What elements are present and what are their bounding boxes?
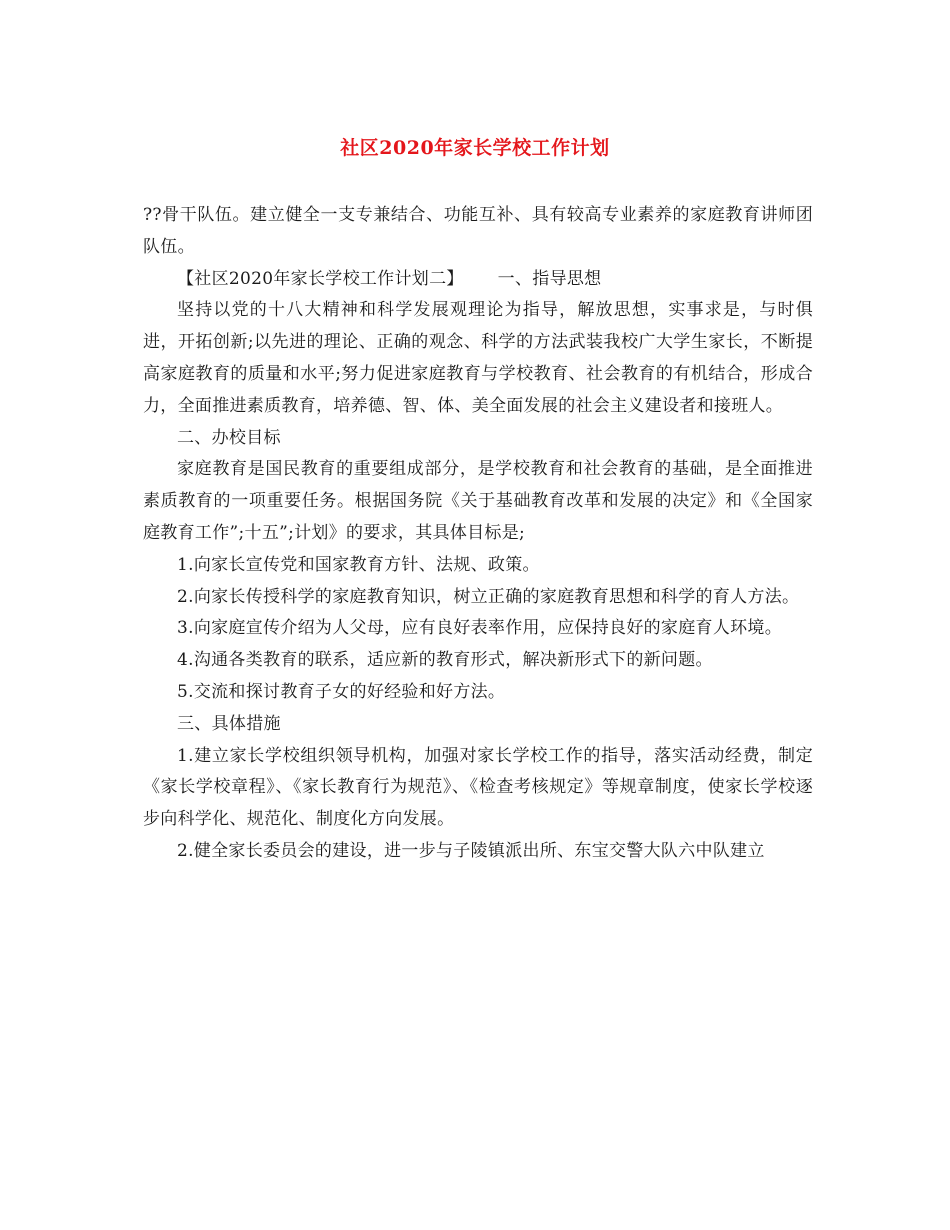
section-header-line — [143, 264, 813, 296]
heading-guiding-thought: 一、指导思想 — [497, 268, 602, 289]
measure-item: 1.建立家长学校组织领导机构，加强对家长学校工作的指导，落实活动经费，制定《家长学校章程》、《家长教育行为规范》、《检查考核规定》等规章制度，使家长学校逐步向科学化、规范化、制度化方向发展。 — [143, 745, 813, 830]
intro-paragraph: ??骨干队伍。建立健全一支专兼结合、功能互补、具有较高专业素养的家庭教育讲师团队伍。 — [143, 205, 813, 257]
heading-school-goals: 二、办校目标 — [177, 427, 281, 448]
guiding-thought-paragraph: 坚持以党的十八大精神和科学发展观理论为指导，解放思想，实事求是，与时俱进，开拓创新;以先进的理论、正确的观念、科学的方法武装我校广大学生家长，不断提高家庭教育的质量和水平;努力促进家庭教育与学校教育、社会教育的有机结合，形成合力，全面推进素质教育，培养德、智、体、美全面发展的社会主义建设者和接班人。 — [143, 300, 813, 416]
document-title: 社区2020年家长学校工作计划 — [340, 137, 610, 159]
goal-item: 4.沟通各类教育的联系，适应新的教育形式，解决新形式下的新问题。 — [177, 650, 713, 671]
goal-item: 2.向家长传授科学的家庭教育知识，树立正确的家庭教育思想和科学的育人方法。 — [177, 586, 800, 607]
goal-item: 3.向家庭宣传介绍为人父母，应有良好表率作用，应保持良好的家庭育人环境。 — [177, 618, 783, 639]
goal-item: 1.向家长宣传党和国家教育方针、法规、政策。 — [177, 554, 540, 575]
school-goals-paragraph: 家庭教育是国民教育的重要组成部分，是学校教育和社会教育的基础，是全面推进素质教育的一项重要任务。根据国务院《关于基础教育改革和发展的决定》和《全国家庭教育工作”;十五”;计划》的要求，其具体目标是; — [143, 459, 813, 543]
section-header: 【社区2020年家长学校工作计划二】 — [177, 268, 464, 289]
goal-item: 5.交流和探讨教育子女的好经验和好方法。 — [177, 681, 506, 702]
heading-specific-measures: 三、具体措施 — [177, 713, 281, 734]
document-body — [143, 200, 813, 868]
measure-item: 2.健全家长委员会的建设，进一步与子陵镇派出所、东宝交警大队六中队建立 — [177, 840, 765, 861]
